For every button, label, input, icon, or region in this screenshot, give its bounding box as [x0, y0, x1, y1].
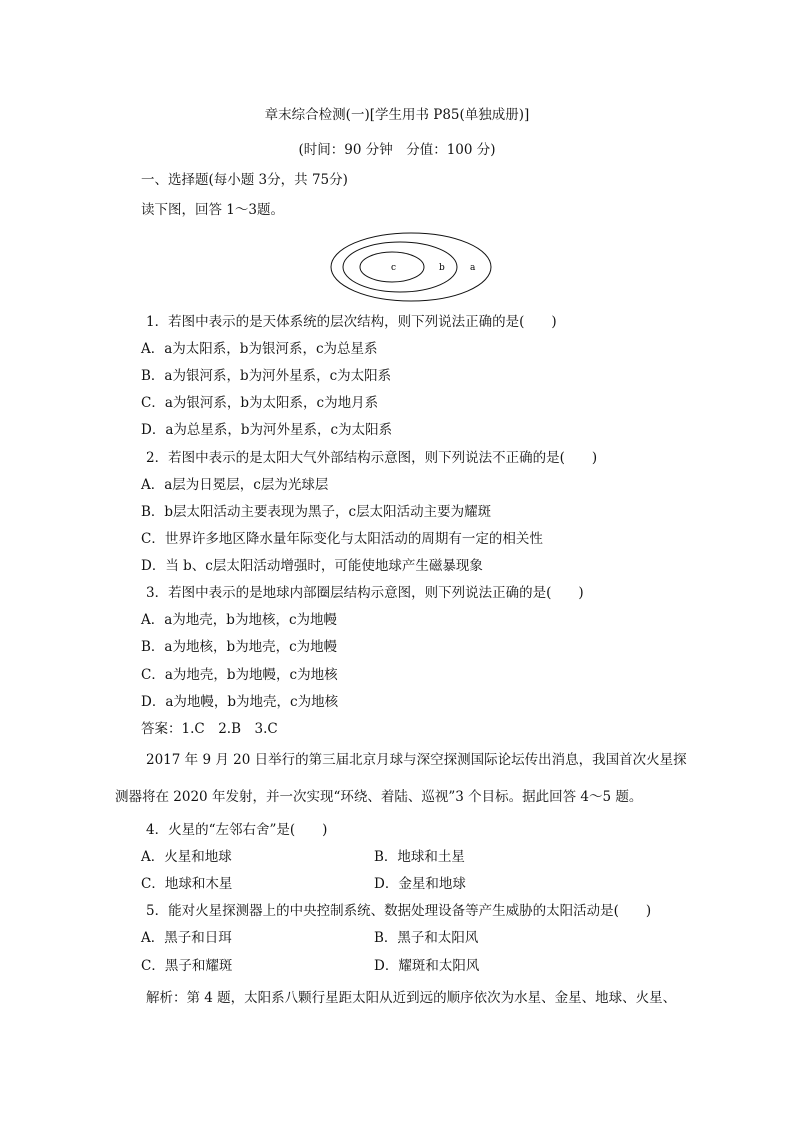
analysis-text: 解析：第 4 题，太阳系八颗行星距太阳从近到远的顺序依次为水星、金星、地球、火星、: [146, 990, 677, 1006]
question-5-option-d: D．耀斑和太阳风: [374, 958, 480, 974]
question-1-option-c: C．a为银河系，b为太阳系，c为地月系: [141, 395, 379, 411]
question-3-stem: 3．若图中表示的是地球内部圈层结构示意图，则下列说法正确的是( ): [146, 585, 584, 601]
question-1-option-b: B．a为银河系，b为河外星系，c为太阳系: [141, 368, 392, 384]
page-title: 章末综合检测(一)[学生用书 P85(单独成册)]: [264, 107, 530, 123]
concentric-circles-diagram: [330, 232, 496, 302]
question-4-stem: 4．火星的“左邻右舍”是( ): [146, 822, 328, 838]
question-5-option-c: C．黑子和耀斑: [141, 958, 233, 974]
question-3-option-a: A．a为地壳，b为地核，c为地幔: [141, 612, 338, 628]
question-4-option-b: B．地球和土星: [374, 849, 465, 865]
question-3-option-b: B．a为地核，b为地壳，c为地幔: [141, 639, 338, 655]
question-1-option-d: D．a为总星系，b为河外星系，c为太阳系: [141, 422, 393, 438]
question-4-option-c: C．地球和木星: [141, 876, 233, 892]
section-heading: 一、选择题(每小题 3分，共 75分): [141, 172, 348, 188]
question-5-option-b: B．黑子和太阳风: [374, 930, 479, 946]
question-2-option-a: A．a层为日冕层，c层为光球层: [141, 477, 329, 493]
question-5-stem: 5．能对火星探测器上的中央控制系统、数据处理设备等产生威胁的太阳活动是( ): [146, 903, 652, 919]
label-a: a: [470, 263, 476, 273]
label-c: c: [391, 263, 397, 273]
question-1-option-a: A．a为太阳系，b为银河系，c为总星系: [141, 341, 378, 357]
passage-line-1: 2017 年 9 月 20 日举行的第三届北京月球与深空探测国际论坛传出消息，我国首次火星探: [146, 752, 687, 768]
question-2-option-c: C．世界许多地区降水量年际变化与太阳活动的周期有一定的相关性: [141, 531, 543, 547]
question-5-option-a: A．黑子和日珥: [141, 930, 232, 946]
question-3-option-d: D．a为地幔，b为地壳，c为地核: [141, 694, 339, 710]
question-2-stem: 2．若图中表示的是太阳大气外部结构示意图，则下列说法不正确的是( ): [146, 450, 598, 466]
question-2-option-b: B．b层太阳活动主要表现为黑子，c层太阳活动主要为耀斑: [141, 504, 492, 520]
question-3-option-c: C．a为地壳，b为地幔，c为地核: [141, 667, 338, 683]
question-1-stem: 1．若图中表示的是天体系统的层次结构，则下列说法正确的是( ): [146, 314, 557, 330]
question-4-option-d: D．金星和地球: [374, 876, 466, 892]
question-2-option-d: D．当 b、c层太阳活动增强时，可能使地球产生磁暴现象: [141, 558, 483, 574]
question-4-option-a: A．火星和地球: [141, 849, 232, 865]
exam-meta: (时间：90 分钟 分值：100 分): [298, 142, 496, 158]
passage-line-2: 测器将在 2020 年发射，并一次实现“环绕、着陆、巡视”3 个目标。据此回答 4～5 题。: [115, 789, 643, 805]
ring-a: [331, 233, 491, 301]
label-b: b: [439, 263, 445, 273]
section-intro: 读下图，回答 1～3题。: [141, 202, 284, 218]
answer-1-3: 答案：1.C 2.B 3.C: [141, 721, 278, 737]
